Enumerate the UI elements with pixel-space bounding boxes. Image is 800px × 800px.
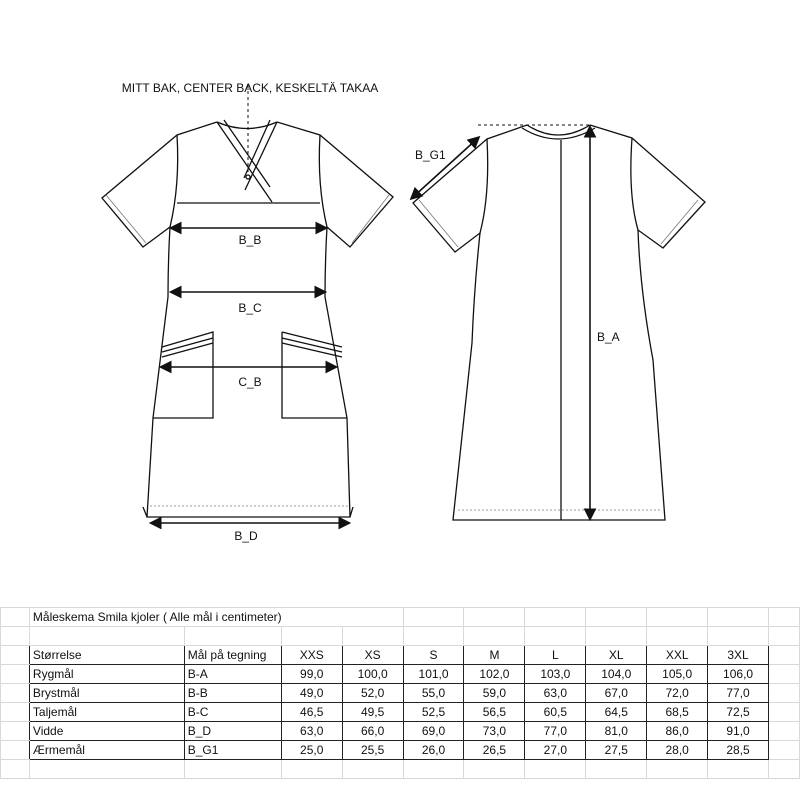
back-dress-outline <box>413 125 705 520</box>
header-cell: XS <box>342 646 403 665</box>
size-value-cell: 60,5 <box>525 703 586 722</box>
size-value-cell: 63,0 <box>281 722 342 741</box>
header-cell: Mål på tegning <box>184 646 281 665</box>
size-value-cell: 104,0 <box>586 665 647 684</box>
size-value-cell: 56,5 <box>464 703 525 722</box>
drawing-code-cell: B_D <box>184 722 281 741</box>
size-value-cell: 26,5 <box>464 741 525 760</box>
drawing-code-cell: B_G1 <box>184 741 281 760</box>
size-value-cell: 25,0 <box>281 741 342 760</box>
drawing-code-cell: B-C <box>184 703 281 722</box>
header-cell: Størrelse <box>29 646 184 665</box>
label-c-b: C_B <box>238 375 262 389</box>
size-value-cell: 105,0 <box>647 665 708 684</box>
size-value-cell: 46,5 <box>281 703 342 722</box>
header-cell: XL <box>586 646 647 665</box>
back-measure-arrows <box>412 128 590 518</box>
size-value-cell: 55,0 <box>403 684 464 703</box>
size-value-cell: 28,0 <box>647 741 708 760</box>
size-value-cell: 59,0 <box>464 684 525 703</box>
size-value-cell: 99,0 <box>281 665 342 684</box>
row-gutter <box>1 703 30 722</box>
table-row <box>1 703 800 722</box>
row-gutter <box>769 703 800 722</box>
header-cell: 3XL <box>708 646 769 665</box>
row-gutter <box>1 722 30 741</box>
label-b-b: B_B <box>238 233 262 247</box>
measure-name-cell: Taljemål <box>29 703 184 722</box>
table-header-row <box>1 646 800 665</box>
label-b-d: B_D <box>234 529 258 543</box>
row-gutter <box>1 741 30 760</box>
size-value-cell: 66,0 <box>342 722 403 741</box>
size-value-cell: 101,0 <box>403 665 464 684</box>
size-value-cell: 27,5 <box>586 741 647 760</box>
measure-name-cell: Vidde <box>29 722 184 741</box>
row-gutter <box>1 684 30 703</box>
measure-name-cell: Brystmål <box>29 684 184 703</box>
size-value-cell: 72,0 <box>647 684 708 703</box>
size-value-cell: 86,0 <box>647 722 708 741</box>
size-value-cell: 68,5 <box>647 703 708 722</box>
size-value-cell: 64,5 <box>586 703 647 722</box>
sheet-title: Måleskema Smila kjoler ( Alle mål i centimeter) <box>29 608 342 627</box>
measure-name-cell: Rygmål <box>29 665 184 684</box>
size-value-cell: 100,0 <box>342 665 403 684</box>
size-value-cell: 49,0 <box>281 684 342 703</box>
size-value-cell: 27,0 <box>525 741 586 760</box>
size-value-cell: 49,5 <box>342 703 403 722</box>
size-value-cell: 26,0 <box>403 741 464 760</box>
size-chart-table <box>0 607 800 779</box>
size-value-cell: 106,0 <box>708 665 769 684</box>
header-cell: L <box>525 646 586 665</box>
size-value-cell: 91,0 <box>708 722 769 741</box>
label-b-g1: B_G1 <box>415 148 446 162</box>
header-cell: S <box>403 646 464 665</box>
table-row <box>1 684 800 703</box>
size-value-cell: 81,0 <box>586 722 647 741</box>
size-value-cell: 73,0 <box>464 722 525 741</box>
table-row <box>1 722 800 741</box>
label-b-c: B_C <box>238 301 262 315</box>
header-cell: XXL <box>647 646 708 665</box>
row-gutter <box>769 684 800 703</box>
size-value-cell: 25,5 <box>342 741 403 760</box>
measure-name-cell: Ærmemål <box>29 741 184 760</box>
size-value-cell: 67,0 <box>586 684 647 703</box>
size-value-cell: 77,0 <box>708 684 769 703</box>
row-gutter <box>769 722 800 741</box>
size-value-cell: 72,5 <box>708 703 769 722</box>
table-row <box>1 741 800 760</box>
header-cell: M <box>464 646 525 665</box>
row-gutter <box>1 665 30 684</box>
size-value-cell: 103,0 <box>525 665 586 684</box>
label-b-a: B_A <box>597 330 620 344</box>
size-value-cell: 77,0 <box>525 722 586 741</box>
size-value-cell: 69,0 <box>403 722 464 741</box>
size-value-cell: 52,0 <box>342 684 403 703</box>
drawing-code-cell: B-B <box>184 684 281 703</box>
header-cell: XXS <box>281 646 342 665</box>
row-gutter <box>769 741 800 760</box>
size-value-cell: 52,5 <box>403 703 464 722</box>
size-chart-sheet <box>0 607 800 779</box>
size-value-cell: 102,0 <box>464 665 525 684</box>
table-row <box>1 665 800 684</box>
size-value-cell: 28,5 <box>708 741 769 760</box>
size-value-cell: 63,0 <box>525 684 586 703</box>
center-back-label: MITT BAK, CENTER BACK, KESKELTÄ TAKAA <box>121 81 379 95</box>
row-gutter <box>769 665 800 684</box>
drawing-code-cell: B-A <box>184 665 281 684</box>
